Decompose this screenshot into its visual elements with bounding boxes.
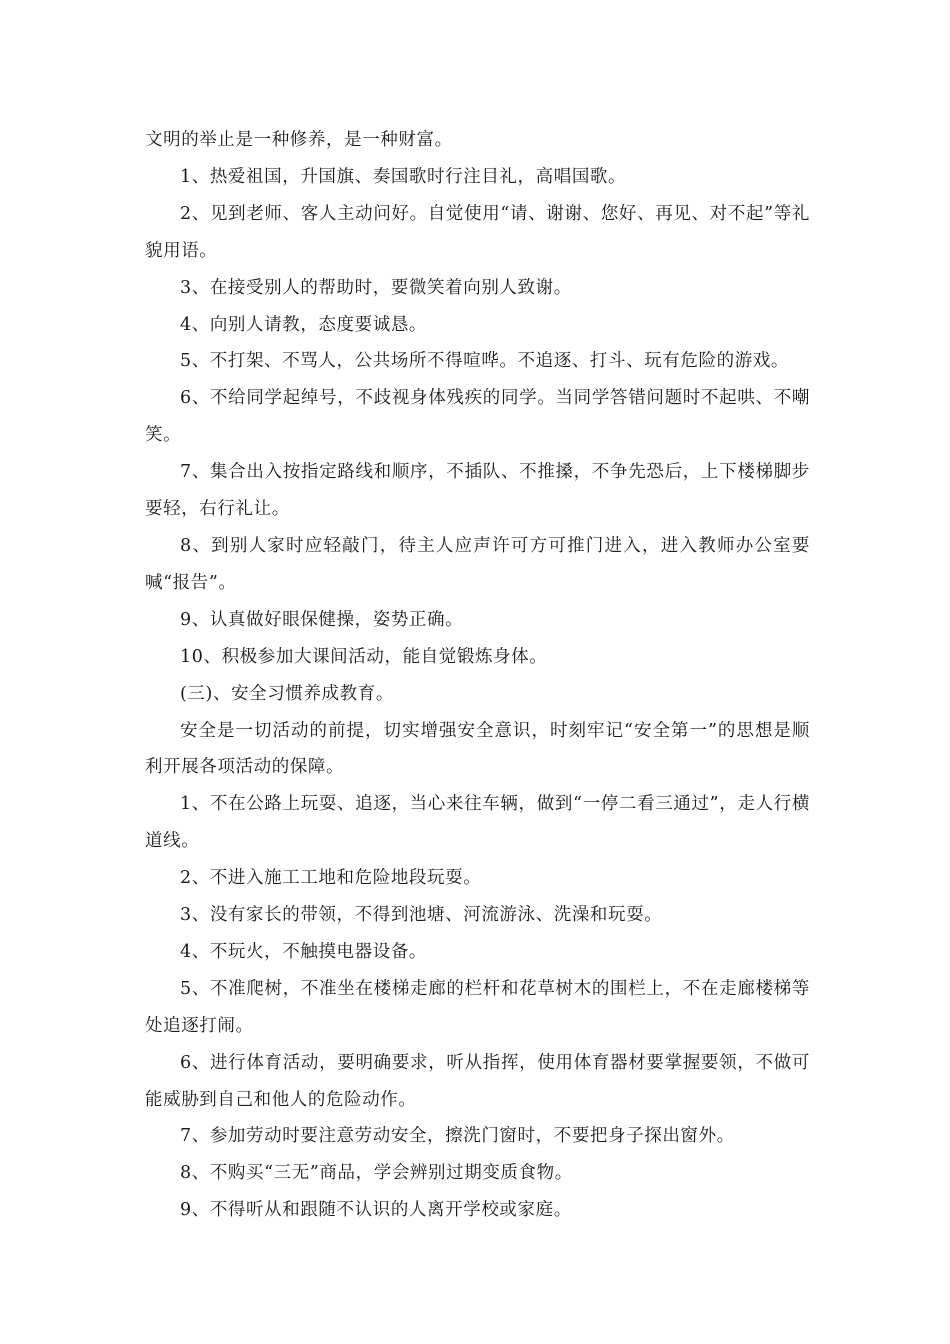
list-item-fire: 4、不玩火，不触摸电器设备。 [180,941,428,962]
list-item-construction: 2、不进入施工工地和危险地段玩耍。 [180,868,482,889]
paragraph-intro: 文明的举止是一种修养，是一种财富。 [145,130,453,150]
list-item-greeting: 2、见到老师、客人主动问好。自觉使用“请、谢谢、您好、再见、对不起”等礼貌用语。 [145,203,810,261]
paragraph-safety-intro: 安全是一切活动的前提，切实增强安全意识，时刻牢记“安全第一”的思想是顺利开展各项活动的保障。 [145,720,810,778]
list-item-strangers: 9、不得听从和跟随不认识的人离开学校或家庭。 [180,1200,572,1221]
list-item-sincere: 4、向别人请教，态度要诚恳。 [180,314,428,335]
list-item-eye-exercise: 9、认真做好眼保健操，姿势正确。 [180,609,464,630]
list-item-no-fighting: 5、不打架、不骂人，公共场所不得喧哗。不追逐、打斗、玩有危险的游戏。 [180,351,790,372]
list-item-thanks: 3、在接受别人的帮助时，要微笑着向别人致谢。 [180,277,572,298]
list-item-swimming: 3、没有家长的带领，不得到池塘、河流游泳、洗澡和玩耍。 [180,905,663,926]
list-item-road-safety: 1、不在公路上玩耍、追逐，当心来往车辆，做到“一停二看三通过”，走人行横道线。 [145,794,810,852]
list-item-patriotism: 1、热爱祖国，升国旗、奏国歌时行注目礼，高唱国歌。 [180,166,627,187]
document-body [145,122,810,1229]
list-item-exercise: 10、积极参加大课间活动，能自觉锻炼身体。 [180,646,548,667]
list-item-no-nicknames: 6、不给同学起绰号，不歧视身体残疾的同学。当同学答错问题时不起哄、不嘲笑。 [145,388,810,446]
section-heading-safety: (三)、安全习惯养成教育。 [180,683,394,704]
list-item-assembly: 7、集合出入按指定路线和顺序，不插队、不推搡，不争先恐后，上下楼梯脚步要轻，右行礼让。 [145,462,810,520]
list-item-knock-door: 8、到别人家时应轻敲门，待主人应声许可方可推门进入，进入教师办公室要喊“报告”。 [145,535,810,593]
list-item-food: 8、不购买“三无”商品，学会辨别过期变质食物。 [180,1163,573,1184]
list-item-labor: 7、参加劳动时要注意劳动安全，擦洗门窗时，不要把身子探出窗外。 [180,1126,735,1147]
list-item-climbing: 5、不准爬树，不准坐在楼梯走廊的栏杆和花草树木的围栏上，不在走廊楼梯等处追逐打闹。 [145,978,810,1036]
list-item-sports: 6、进行体育活动，要明确要求，听从指挥，使用体育器材要掌握要领，不做可能威胁到自己和他人的危险动作。 [145,1052,810,1110]
